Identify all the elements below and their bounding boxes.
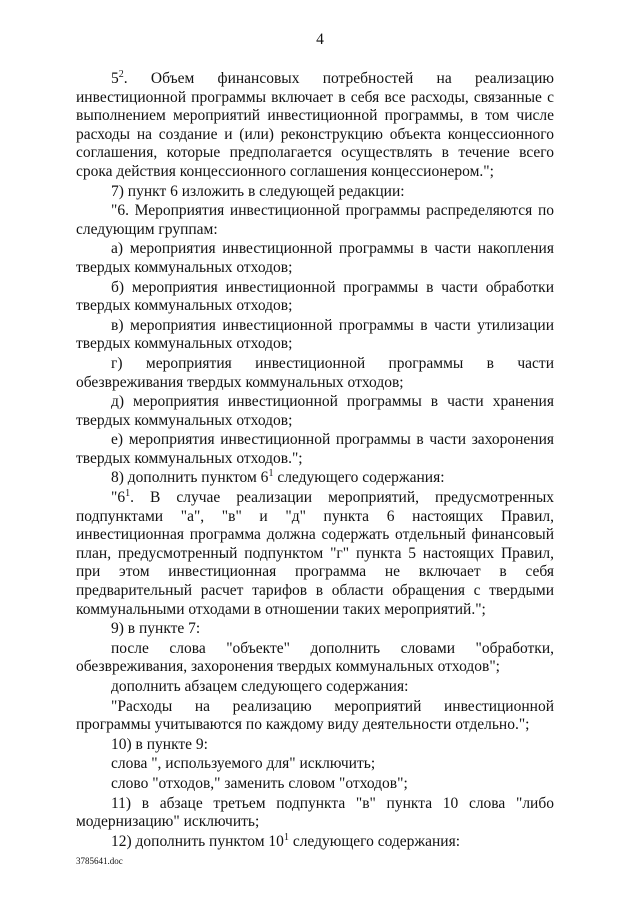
paragraph	[76, 736, 554, 755]
paragraph-text: г) мероприятия инвестиционной программы в части обезвреживания твердых коммунальных отходов;	[76, 354, 554, 391]
paragraph-text: следующего содержания:	[288, 832, 461, 850]
paragraph-text: в) мероприятия инвестиционной программы в части утилизации твердых коммунальных отходов;	[76, 316, 554, 353]
paragraph-text: 11) в абзаце третьем подпункта "в" пункта 10 слова "либо модернизацию" исключить;	[76, 794, 554, 831]
paragraph	[76, 469, 554, 488]
paragraph-text: 5	[111, 70, 119, 87]
superscript: 1	[268, 468, 274, 480]
page-number: 4	[316, 31, 324, 48]
paragraph	[76, 489, 554, 619]
paragraph	[76, 833, 554, 852]
paragraph-text: 8) дополнить пунктом 6	[111, 469, 269, 487]
paragraph-text: слово "отходов," заменить словом "отходов";	[111, 774, 408, 792]
paragraph-text: 9) в пункте 7:	[111, 620, 201, 638]
paragraph	[76, 183, 554, 202]
paragraph	[76, 755, 554, 774]
paragraph-text: "Расходы на реализацию мероприятий инвестиционной программы учитываются по каждому виду деятельности отдельно.";	[76, 697, 554, 734]
paragraph-text: после слова "объекте" дополнить словами "обработки, обезвреживания, захоронения твердых коммунальных отходов";	[76, 639, 554, 676]
paragraph-text: . Объем финансовых потребностей на реализацию инвестиционной программы включает в себя все расходы, связанные с выполнением мероприятий инвестиционной программы, в том числе расходы на создание и (или) реконструкцию объекта концессионного соглашения, которые предполагается осуществлять в течение всего срока действия концессионного соглашения концессионером.";	[76, 70, 554, 180]
superscript: 2	[118, 69, 124, 80]
superscript: 1	[125, 488, 131, 500]
paragraph-text: дополнить абзацем следующего содержания:	[111, 678, 409, 695]
paragraph-text: а) мероприятия инвестиционной программы в части накопления твердых коммунальных отходов;	[76, 240, 554, 276]
paragraph-text: д) мероприятия инвестиционной программы в части хранения твердых коммунальных отходов;	[76, 393, 554, 429]
paragraph	[76, 620, 554, 639]
document-body	[76, 70, 554, 851]
paragraph-text: "6	[111, 489, 126, 507]
paragraph-text: слова ", используемого для" исключить;	[111, 755, 376, 773]
paragraph-text: следующего содержания:	[273, 469, 445, 487]
paragraph	[76, 393, 554, 430]
paragraph-text: 10) в пункте 9:	[111, 735, 208, 753]
paragraph	[76, 317, 554, 354]
paragraph	[76, 678, 554, 697]
paragraph	[76, 70, 554, 182]
paragraph	[76, 202, 554, 239]
paragraph	[76, 775, 554, 794]
paragraph	[76, 698, 554, 735]
superscript: 1	[283, 831, 289, 843]
paragraph-text: б) мероприятия инвестиционной программы в части обработки твердых коммунальных отходов;	[76, 278, 554, 315]
paragraph	[76, 795, 554, 832]
paragraph	[76, 431, 554, 468]
paragraph-text: е) мероприятия инвестиционной программы в части захоронения твердых коммунальных отходов.";	[76, 431, 554, 467]
paragraph	[76, 355, 554, 392]
paragraph-text: . В случае реализации мероприятий, предусмотренных подпунктами "а", "в" и "д" пункта 6 настоящих Правил, инвестиционная программа должна содержать отдельный финансовый план, предусмотренный подпунктом "г" пункта 5 настоящих Правил, при этом инвестиционная программа не включает в себя предварительный расчет тарифов в области обращения с твердыми коммунальными отходами в отношении таких мероприятий.";	[76, 489, 554, 618]
paragraph	[76, 279, 554, 316]
paragraph-text: "6. Мероприятия инвестиционной программы распределяются по следующим группам:	[76, 202, 554, 238]
paragraph-text: 12) дополнить пунктом 10	[111, 832, 284, 850]
document-file-code: 3785641.doc	[76, 856, 123, 866]
paragraph-text: 7) пункт 6 изложить в следующей редакции:	[111, 182, 405, 200]
paragraph	[76, 240, 554, 277]
paragraph	[76, 640, 554, 677]
